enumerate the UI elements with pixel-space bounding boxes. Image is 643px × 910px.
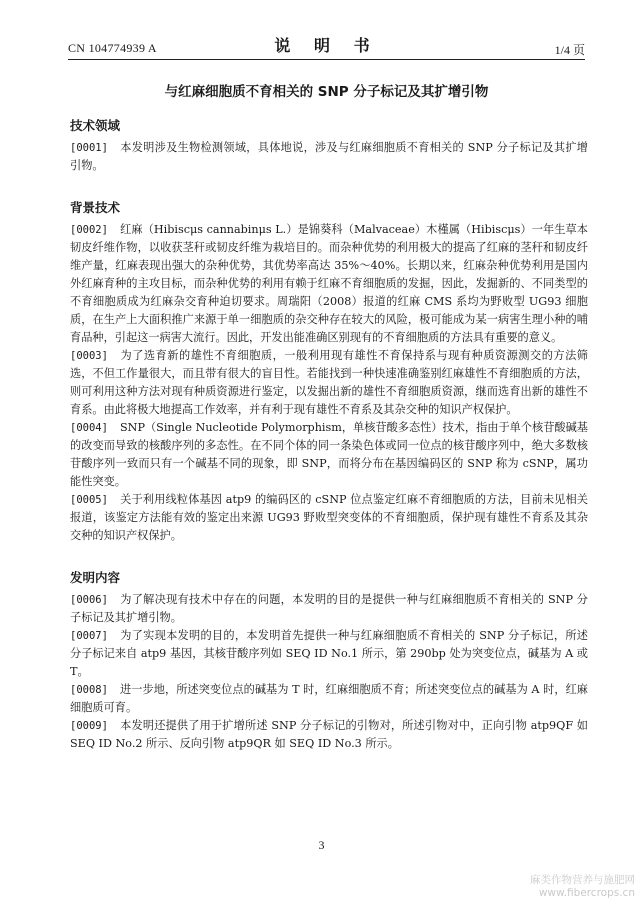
paragraph-number: [0006] [70, 594, 108, 606]
paragraph-text: 为了解决现有技术中存在的问题，本发明的目的是提供一种与红麻细胞质不育相关的 SNP 分子标记及其扩增引物。 [70, 593, 588, 624]
paragraph [70, 681, 588, 717]
paragraph-text: 进一步地，所述突变位点的碱基为 T 时，红麻细胞质不育；所述突变位点的碱基为 A 时，红麻细胞质可育。 [70, 683, 588, 714]
paragraph [70, 139, 588, 175]
section-title: 背景技术 [70, 200, 121, 215]
paragraph [70, 591, 588, 627]
paragraph-text: 为了选育新的雄性不育细胞质，一般利用现有雄性不育保持系与现有种质资源测交的方法筛选，不但工作量很大，而且带有很大的盲目性。若能找到一种快速准确鉴别红麻雄性不育细胞质的方法，则可利用这种方法对现有种质资源进行鉴定，以发掘出新的雄性不育细胞质资源，继而选育出新的雄性不育系。由此将极大地提高工作效率，并有利于现有雄性不育系及其杂交种的知识产权保护。 [70, 349, 588, 416]
section-title: 发明内容 [70, 570, 121, 585]
paragraph-number: [0005] [70, 494, 108, 506]
watermark-url: www.fibercrops.cn [538, 887, 635, 899]
paragraph-number: [0001] [70, 142, 108, 154]
section-title: 技术领域 [70, 118, 121, 133]
paragraph [70, 491, 588, 545]
paragraph-number: [0009] [70, 720, 108, 732]
paragraph-text: SNP（Single Nucleotide Polymorphism，单核苷酸多态性）技术，指由于单个核苷酸碱基的改变而导致的核酸序列的多态性。在不同个体的同一条染色体或同一位点的核苷酸序列中，绝大多数核苷酸序列一致而只有一个碱基不同的现象，即 SNP，而将分布在基因编码区的 SNP 称为 cSNP，属功能性突变。 [70, 421, 588, 488]
paragraph-number: [0002] [70, 224, 108, 236]
paragraph-number: [0004] [70, 422, 108, 434]
section-technical-field [70, 116, 588, 175]
paragraph-text: 红麻（Hibiscμs cannabinμs L.）是锦葵科（Malvaceae）木槿属（Hibiscμs）一年生草本韧皮纤维作物，以收获茎秆或韧皮纤维为栽培目的。而杂种优势的利用极大的提高了红麻的茎秆和韧皮纤维产量，红麻表现出强大的杂种优势，其优势率高达 35%～40%。长期以来，红麻杂种优势利用是国内外红麻育种的主攻目标，而杂种优势的利用有赖于红麻不育细胞质的发掘，因此，发掘新的、不同类型的不育细胞质成为红麻杂交育种迫切要求。周瑞阳（2008）报道的红麻 CMS 系均为野败型 UG93 细胞质，在生产上大面积推广来源于单一细胞质的杂交种存在较大的风险，极可能成为某一病害生理小种的哺育品种，引起这一病害大流行。因此，开发出能准确区别现有的不育细胞质的方法具有重要的意义。 [70, 223, 588, 344]
header-divider [68, 59, 585, 60]
document-title: 与红麻细胞质不育相关的 SNP 分子标记及其扩增引物 [164, 84, 489, 100]
page-number: 3 [318, 838, 325, 852]
header-title: 说 明 书 [274, 36, 379, 55]
section-spacer [70, 175, 588, 198]
paragraph [70, 221, 588, 347]
paragraph [70, 717, 588, 753]
paragraph-number: [0007] [70, 630, 108, 642]
document-body [70, 116, 588, 753]
page-header [68, 31, 585, 57]
paragraph-text: 关于利用线粒体基因 atp9 的编码区的 cSNP 位点鉴定红麻不育细胞质的方法，目前未见相关报道，该鉴定方法能有效的鉴定出来源 UG93 野败型突变体的不育细胞质，保护现有雄性不育系及其杂交种的知识产权保护。 [70, 493, 588, 542]
paragraph [70, 419, 588, 491]
section-spacer [70, 545, 588, 568]
paragraph-number: [0008] [70, 684, 108, 696]
paragraph-text: 本发明还提供了用于扩增所述 SNP 分子标记的引物对，所述引物对中，正向引物 atp9QF 如 SEQ ID No.2 所示、反向引物 atp9QR 如 SEQ ID No.3 所示。 [70, 719, 588, 750]
page-of-indicator: 1/4 页 [554, 43, 585, 57]
watermark-site-name: 麻类作物营养与施肥网 [530, 874, 635, 886]
paragraph-number: [0003] [70, 350, 108, 362]
paragraph-text: 为了实现本发明的目的，本发明首先提供一种与红麻细胞质不育相关的 SNP 分子标记，所述分子标记来自 atp9 基因，其核苷酸序列如 SEQ ID No.1 所示，第 290bp 处为突变位点，碱基为 A 或 T。 [70, 629, 588, 678]
paragraph [70, 627, 588, 681]
section-summary [70, 568, 588, 753]
section-background-art [70, 198, 588, 545]
paragraph-text: 本发明涉及生物检测领域，具体地说，涉及与红麻细胞质不育相关的 SNP 分子标记及其扩增引物。 [70, 141, 588, 172]
publication-number: CN 104774939 A [68, 41, 157, 55]
paragraph [70, 347, 588, 419]
site-watermark [530, 874, 635, 900]
